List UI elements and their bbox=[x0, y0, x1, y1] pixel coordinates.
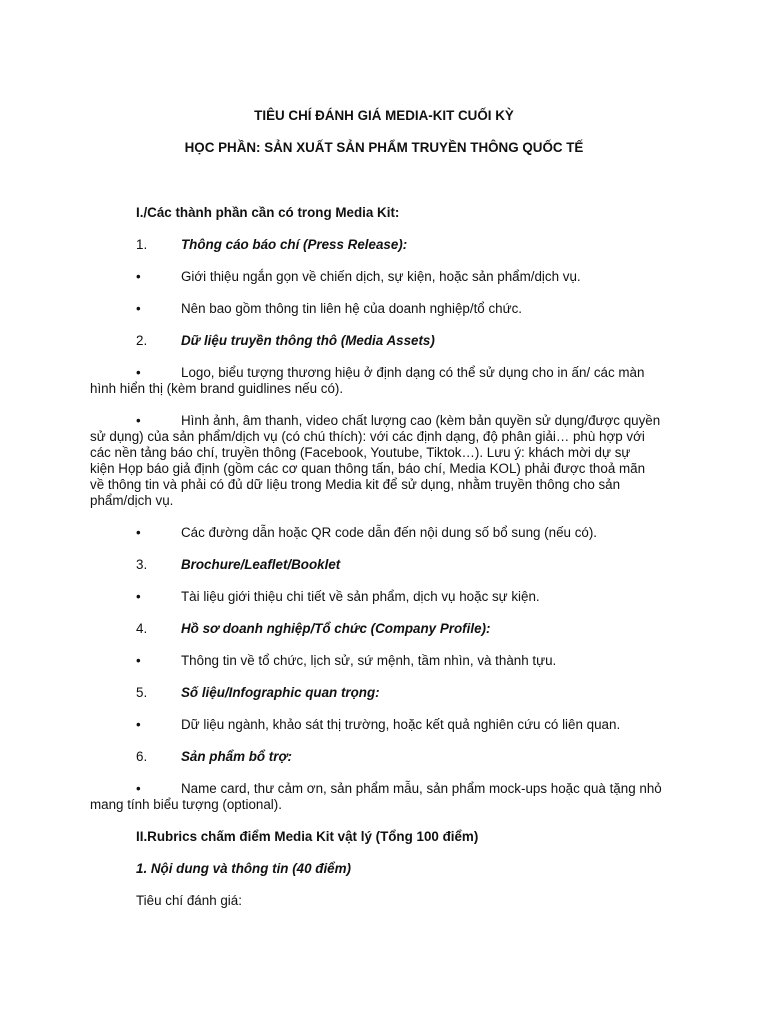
item-number: 2. bbox=[136, 333, 148, 348]
section-heading-2: II.Rubrics chấm điểm Media Kit vật lý (Tổng 100 điểm) bbox=[136, 829, 479, 844]
bullet-text: Tài liệu giới thiệu chi tiết về sản phẩm, dịch vụ hoặc sự kiện. bbox=[181, 589, 540, 604]
paragraph-line: Hình ảnh, âm thanh, video chất lượng cao (kèm bản quyền sử dụng/được quyền bbox=[181, 413, 661, 428]
paragraph-line: các nền tảng báo chí, truyền thông (Facebook, Youtube, Tiktok…). Lưu ý: khách mời dự sự bbox=[90, 445, 631, 460]
paragraph-line: về thông tin và phải có đủ dữ liệu trong Media kit để sử dụng, nhằm truyền thông cho sản bbox=[90, 477, 621, 492]
item-heading: Sản phẩm bổ trợ: bbox=[181, 749, 292, 764]
bullet-icon: • bbox=[136, 653, 141, 668]
bullet-text: Dữ liệu ngành, khảo sát thị trường, hoặc kết quả nghiên cứu có liên quan. bbox=[181, 717, 621, 732]
paragraph-line: mang tính biểu tượng (optional). bbox=[90, 797, 282, 812]
bullet-icon: • bbox=[136, 589, 141, 604]
paragraph-line: phẩm/dịch vụ. bbox=[90, 493, 174, 508]
paragraph-line: sử dụng) của sản phẩm/dịch vụ (có chú thích): với các định dạng, độ phân giải… phù hợp với bbox=[90, 429, 645, 444]
item-heading: Dữ liệu truyền thông thô (Media Assets) bbox=[181, 333, 435, 348]
document-title: TIÊU CHÍ ĐÁNH GIÁ MEDIA-KIT CUỐI KỲ bbox=[254, 108, 514, 123]
bullet-text: Các đường dẫn hoặc QR code dẫn đến nội dung số bổ sung (nếu có). bbox=[181, 525, 598, 540]
bullet-text: Thông tin về tổ chức, lịch sử, sứ mệnh, tầm nhìn, và thành tựu. bbox=[181, 653, 557, 668]
item-heading: Thông cáo báo chí (Press Release): bbox=[181, 237, 408, 252]
item-number: 6. bbox=[136, 749, 148, 764]
paragraph-line: Logo, biểu tượng thương hiệu ở định dạng có thể sử dụng cho in ấn/ các màn bbox=[181, 365, 645, 380]
criteria-label: Tiêu chí đánh giá: bbox=[136, 893, 242, 908]
item-heading: Số liệu/Infographic quan trọng: bbox=[181, 685, 380, 700]
bullet-icon: • bbox=[136, 781, 141, 796]
item-number: 4. bbox=[136, 621, 148, 636]
document-subtitle: HỌC PHẦN: SẢN XUẤT SẢN PHẨM TRUYỀN THÔNG QUỐC TẾ bbox=[184, 140, 584, 155]
bullet-icon: • bbox=[136, 717, 141, 732]
bullet-icon: • bbox=[136, 525, 141, 540]
bullet-text: Nên bao gồm thông tin liên hệ của doanh nghiệp/tổ chức. bbox=[181, 301, 522, 316]
item-number: 1. bbox=[136, 237, 148, 252]
item-number: 3. bbox=[136, 557, 148, 572]
paragraph-line: Name card, thư cảm ơn, sản phẩm mẫu, sản phẩm mock-ups hoặc quà tặng nhỏ bbox=[181, 781, 662, 796]
bullet-text: Giới thiệu ngắn gọn về chiến dịch, sự kiện, hoặc sản phẩm/dịch vụ. bbox=[181, 269, 581, 284]
bullet-icon: • bbox=[136, 269, 141, 284]
item-heading: Hồ sơ doanh nghiệp/Tổ chức (Company Profile): bbox=[181, 621, 491, 636]
bullet-icon: • bbox=[136, 301, 141, 316]
section-heading-1: I./Các thành phần cần có trong Media Kit: bbox=[136, 205, 400, 220]
item-heading: Brochure/Leaflet/Booklet bbox=[181, 557, 341, 572]
item-number: 5. bbox=[136, 685, 148, 700]
bullet-icon: • bbox=[136, 365, 141, 380]
subsection-heading: 1. Nội dung và thông tin (40 điểm) bbox=[136, 861, 351, 876]
paragraph-line: hình hiển thị (kèm brand guidlines nếu có). bbox=[90, 381, 344, 396]
paragraph-line: kiện Họp báo giả định (gồm các cơ quan thông tấn, báo chí, Media KOL) phải được thoả mãn bbox=[90, 461, 646, 476]
bullet-icon: • bbox=[136, 413, 141, 428]
